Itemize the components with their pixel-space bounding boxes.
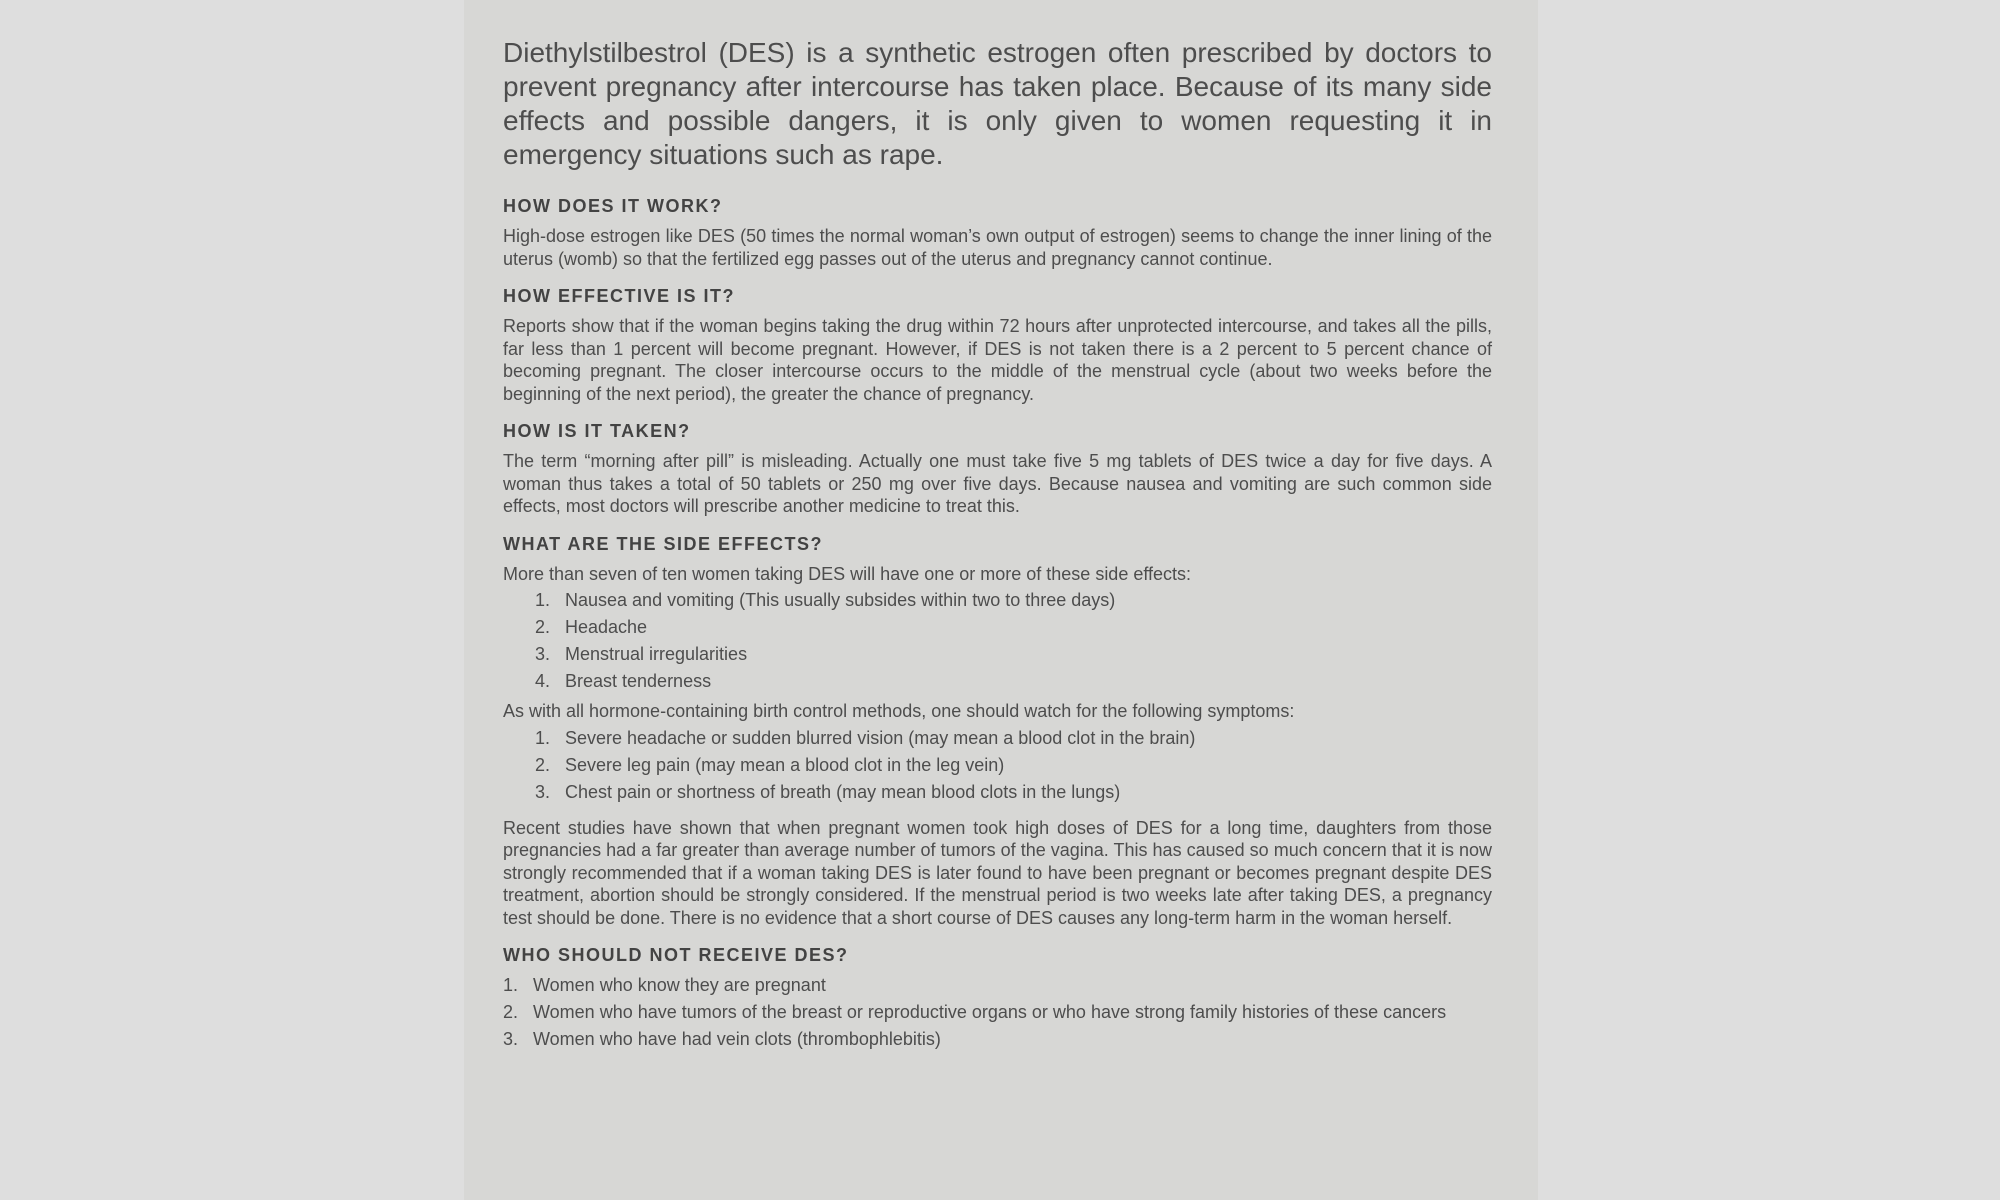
section-how-effective <box>503 286 1492 405</box>
list-number: 1. <box>535 590 551 610</box>
list-number: 2. <box>503 1002 519 1022</box>
section-how-taken <box>503 421 1492 518</box>
list-text: Women who have tumors of the breast or reproductive organs or who have strong family histories of these cancers <box>533 1002 1447 1022</box>
list-item <box>503 1028 1492 1050</box>
section-body: Reports show that if the woman begins taking the drug within 72 hours after unprotected intercourse, and takes all the pills, far less than 1 percent will become pregnant. However, if DES is not taken there is a 2 percent to 5 percent chance of becoming pregnant. The closer intercourse occurs to the middle of the menstrual cycle (about two weeks before the beginning of the next period), the greater the chance of pregnancy. <box>503 316 1492 404</box>
symptoms-list <box>503 727 1492 803</box>
list-text: Women who know they are pregnant <box>533 975 826 995</box>
list-item <box>503 643 1492 665</box>
list-item <box>503 589 1492 611</box>
side-effects-list <box>503 589 1492 692</box>
list-number: 4. <box>535 671 551 691</box>
list-number: 3. <box>503 1029 519 1049</box>
list-number: 2. <box>535 617 551 637</box>
intro-paragraph: Diethylstilbestrol (DES) is a synthetic estrogen often prescribed by doctors to prevent pregnancy after intercourse has taken place. Because of its many side effects and possible dangers, it is only given to women requesting it in emergency situations such as rape. <box>503 37 1492 170</box>
section-how-does-it-work <box>503 196 1492 270</box>
list-item <box>503 754 1492 776</box>
section-heading: WHAT ARE THE SIDE EFFECTS? <box>503 533 823 554</box>
list-item <box>503 1001 1492 1023</box>
section-who-should-not <box>503 945 1492 1050</box>
section-heading: HOW IS IT TAKEN? <box>503 421 691 441</box>
list-text: Chest pain or shortness of breath (may mean blood clots in the lungs) <box>565 781 1121 802</box>
section-heading: HOW DOES IT WORK? <box>503 196 723 216</box>
des-studies-paragraph: Recent studies have shown that when pregnant women took high doses of DES for a long time, daughters from those pregnancies had a far greater than average number of tumors of the vagina. This has caused so much concern that it is now strongly recommended that if a woman taking DES is later found to have been pregnant or becomes pregnant despite DES treatment, abortion should be strongly considered. If the menstrual period is two weeks late after taking DES, a pregnancy test should be done. There is no evidence that a short course of DES causes any long-term harm in the woman herself. <box>503 817 1492 928</box>
list-number: 3. <box>535 781 551 802</box>
list-number: 3. <box>535 644 551 664</box>
list-item <box>503 616 1492 638</box>
list-text: Breast tenderness <box>565 671 712 691</box>
list-text: Severe headache or sudden blurred vision (may mean a blood clot in the brain) <box>565 727 1196 748</box>
list-item <box>503 781 1492 803</box>
list-text: Nausea and vomiting (This usually subsides within two to three days) <box>565 590 1116 610</box>
list-text: Headache <box>565 617 648 637</box>
symptoms-lead: As with all hormone-containing birth control methods, one should watch for the following symptoms: <box>503 701 1295 721</box>
section-side-effects <box>503 534 1492 930</box>
list-item <box>503 727 1492 749</box>
list-item <box>503 670 1492 692</box>
document-page <box>464 0 1538 1200</box>
list-text: Severe leg pain (may mean a blood clot in the leg vein) <box>565 754 1005 775</box>
section-heading: WHO SHOULD NOT RECEIVE DES? <box>503 945 849 965</box>
list-number: 1. <box>535 727 551 748</box>
section-heading: HOW EFFECTIVE IS IT? <box>503 286 735 306</box>
list-item <box>503 974 1492 996</box>
list-text: Menstrual irregularities <box>565 644 748 664</box>
section-body: The term “morning after pill” is misleading. Actually one must take five 5 mg tablets of DES twice a day for five days. A woman thus takes a total of 50 tablets or 250 mg over five days. Because nausea and vomiting are such common side effects, most doctors will prescribe another medicine to treat this. <box>503 451 1492 516</box>
contraindications-list <box>503 974 1492 1050</box>
list-number: 1. <box>503 975 519 995</box>
list-number: 2. <box>535 754 551 775</box>
side-effects-lead: More than seven of ten women taking DES will have one or more of these side effects: <box>503 563 1192 584</box>
section-body: High-dose estrogen like DES (50 times the normal woman’s own output of estrogen) seems to change the inner lining of the uterus (womb) so that the fertilized egg passes out of the uterus and pregnancy cannot continue. <box>503 226 1492 269</box>
list-text: Women who have had vein clots (thrombophlebitis) <box>533 1029 941 1049</box>
